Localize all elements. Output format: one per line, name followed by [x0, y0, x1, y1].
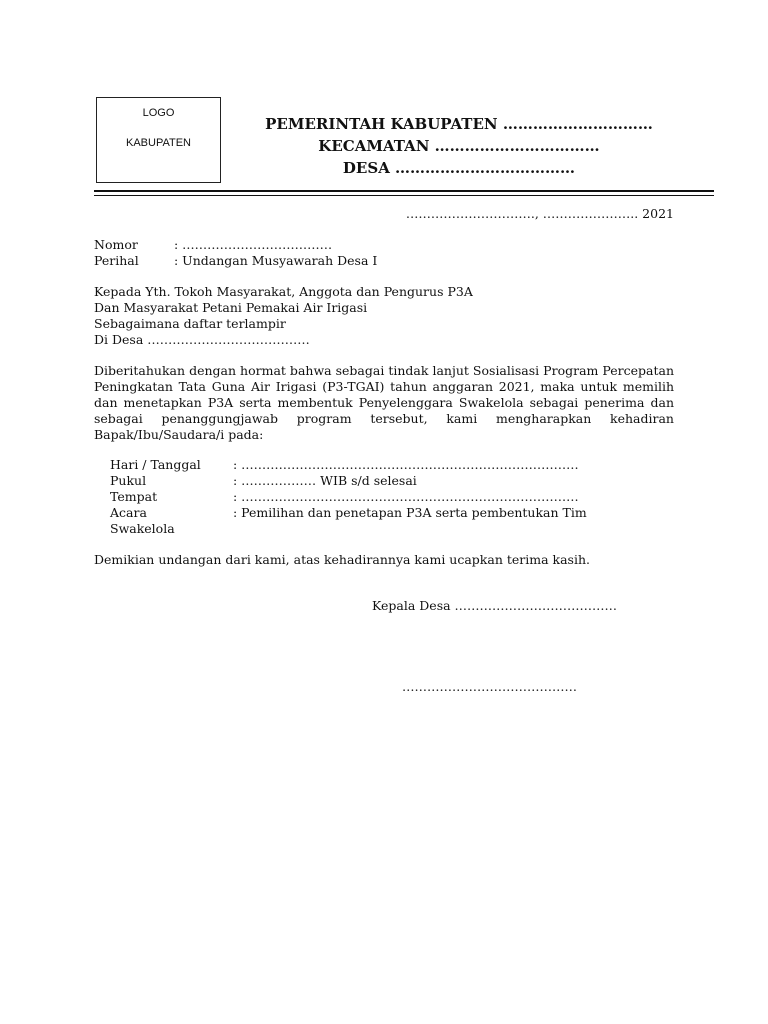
detail-value: : ……………………………………………………………………… [233, 489, 579, 504]
meta-value: : Undangan Musyawarah Desa I [174, 253, 378, 268]
recipient-block [94, 284, 473, 348]
recipient-line: Dan Masyarakat Petani Pemakai Air Irigasi [94, 300, 368, 315]
logo-label: LOGO [142, 107, 175, 119]
letterhead-kabupaten: PEMERINTAH KABUPATEN ………………………… [265, 115, 653, 133]
recipient-line: Di Desa ………………………………… [94, 332, 310, 347]
letter-date: …………………………., ………………….. 2021 [405, 206, 674, 221]
detail-value: : ……………… WIB s/d selesai [233, 473, 417, 488]
detail-row-date [110, 457, 587, 473]
detail-row-time [110, 473, 587, 489]
closing-sentence: Demikian undangan dari kami, atas kehadirannya kami ucapkan terima kasih. [94, 552, 590, 567]
meta-value: : ……………………………… [174, 237, 333, 252]
signature-name: …………………………………… [402, 679, 577, 694]
letterhead-desa: DESA ……………………………… [342, 159, 576, 177]
signature-title: Kepala Desa ………………………………… [372, 598, 618, 613]
letterhead-kecamatan: KECAMATAN …………………………… [318, 137, 600, 155]
meta-row-perihal [94, 253, 377, 269]
detail-row-agenda [110, 505, 587, 521]
letterhead [222, 113, 696, 179]
detail-key: Hari / Tanggal [110, 457, 201, 472]
recipient-line: Kepada Yth. Tokoh Masyarakat, Anggota dan Pengurus P3A [94, 284, 473, 299]
recipient-line: Sebagaimana daftar terlampir [94, 316, 286, 331]
detail-value: : Pemilihan dan penetapan P3A serta pembentukan Tim [233, 505, 587, 520]
body-paragraph: Diberitahukan dengan hormat bahwa sebagai tindak lanjut Sosialisasi Program Percepatan Peningkatan Tata Guna Air Irigasi (P3-TGAI) tahun anggaran 2021, maka untuk memilih dan menetapkan P3A serta membentuk Penyelenggara Swakelola sebagai penerima dan sebagai penanggungjawab program tersebut, kami mengharapkan kehadiran Bapak/Ibu/Saudara/i pada: [94, 363, 674, 442]
detail-key: Pukul [110, 473, 147, 488]
letterhead-divider-thick [94, 190, 714, 192]
meta-row-nomor [94, 237, 377, 253]
logo-kabupaten-label: KABUPATEN [126, 137, 191, 149]
logo-placeholder [96, 97, 221, 183]
detail-agenda-wrap: Swakelola [110, 521, 175, 536]
event-details [110, 457, 587, 537]
meta-key: Perihal [94, 253, 139, 268]
letterhead-divider-thin [94, 195, 714, 196]
detail-value: : ……………………………………………………………………… [233, 457, 579, 472]
meta-key: Nomor [94, 237, 138, 252]
detail-key: Acara [110, 505, 147, 520]
detail-key: Tempat [110, 489, 158, 504]
detail-row-place [110, 489, 587, 505]
letter-meta [94, 237, 377, 269]
